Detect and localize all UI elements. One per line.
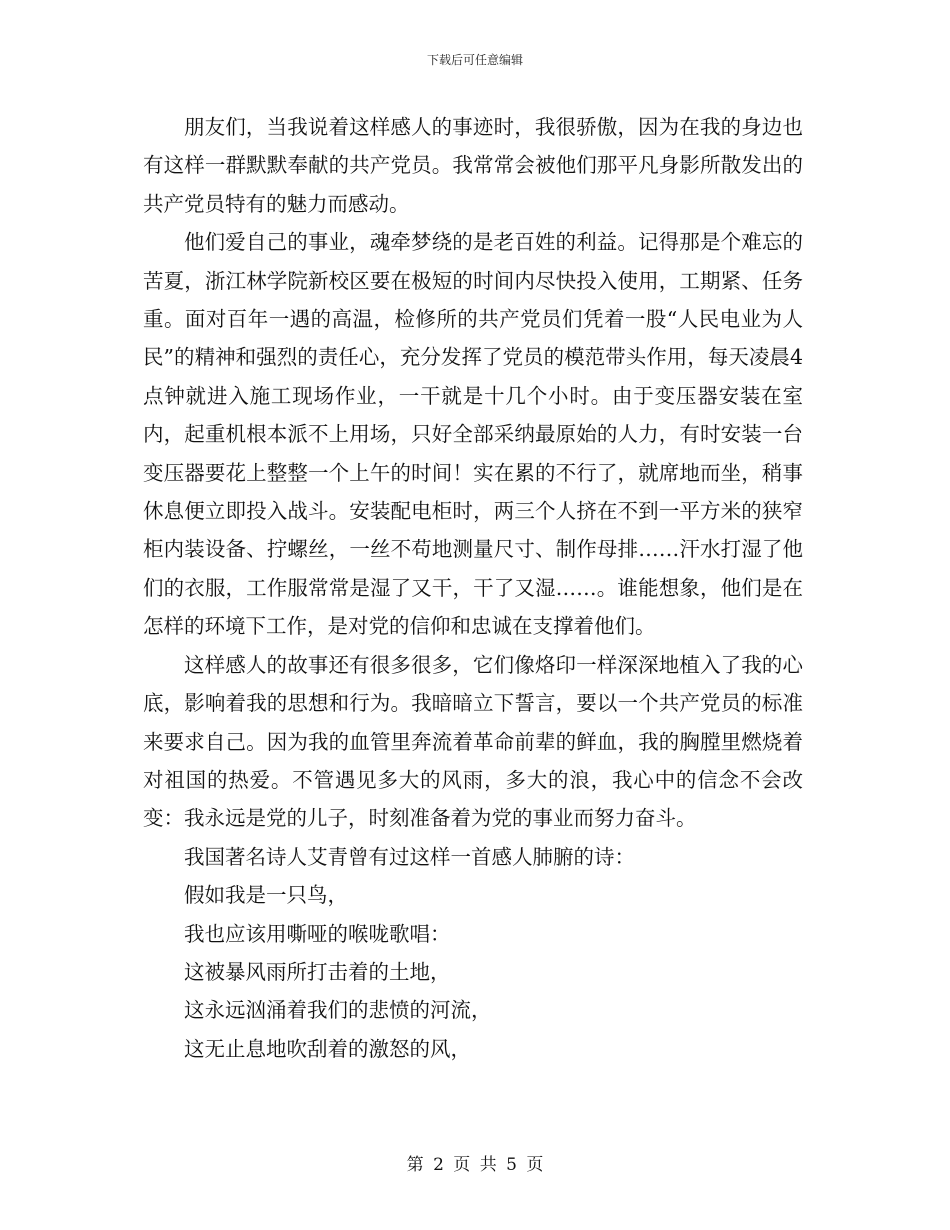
- poem-line-1: 假如我是一只鸟，: [184, 883, 348, 908]
- document-body: [143, 108, 803, 1068]
- poem-line-3: 这被暴风雨所打击着的土地，: [184, 959, 451, 984]
- poem-line-5: 这无止息地吹刮着的激怒的风，: [184, 1036, 471, 1061]
- poem-line-4: 这永远汹涌着我们的悲愤的河流，: [184, 998, 492, 1023]
- paragraph-3: 这样感人的故事还有很多很多，它们像烙印一样深深地植入了我的心底，影响着我的思想和行为。我暗暗立下誓言，要以一个共产党员的标准来要求自己。因为我的血管里奔流着革命前辈的鲜血，我的胸膛里燃烧着对祖国的热爱。不管遇见多大的风雨，多大的浪，我心中的信念不会改变：我永远是党的儿子，时刻准备着为党的事业而努力奋斗。: [143, 652, 803, 831]
- page-header: 下载后可任意编辑: [426, 53, 523, 67]
- paragraph-2: 他们爱自己的事业，魂牵梦绕的是老百姓的利益。记得那是个难忘的苦夏，浙江林学院新校区要在极短的时间内尽快投入使用，工期紧、任务重。面对百年一遇的高温，检修所的共产党员们凭着一股“人民电业为人民”的精神和强烈的责任心，充分发挥了党员的模范带头作用，每天凌晨4点钟就进入施工现场作业，一干就是十几个小时。由于变压器安装在室内，起重机根本派不上用场，只好全部采纳最原始的人力，有时安装一台变压器要花上整整一个上午的时间！实在累的不行了，就席地而坐，稍事休息便立即投入战斗。安装配电柜时，两三个人挤在不到一平方米的狭窄柜内装设备、拧螺丝，一丝不苟地测量尺寸、制作母排……汗水打湿了他们的衣服，工作服常常是湿了又干，干了又湿……。谁能想象，他们是在怎样的环境下工作，是对党的信仰和忠诚在支撑着他们。: [143, 230, 803, 639]
- poem-line-2: 我也应该用嘶哑的喉咙歌唱：: [184, 921, 451, 946]
- page-number-footer: 第 2 页 共 5 页: [406, 1155, 544, 1175]
- poem-intro: 我国著名诗人艾青曾有过这样一首感人肺腑的诗：: [184, 844, 635, 869]
- paragraph-1: 朋友们，当我说着这样感人的事迹时，我很骄傲，因为在我的身边也有这样一群默默奉献的共产党员。我常常会被他们那平凡身影所散发出的共产党员特有的魅力而感动。: [143, 115, 803, 216]
